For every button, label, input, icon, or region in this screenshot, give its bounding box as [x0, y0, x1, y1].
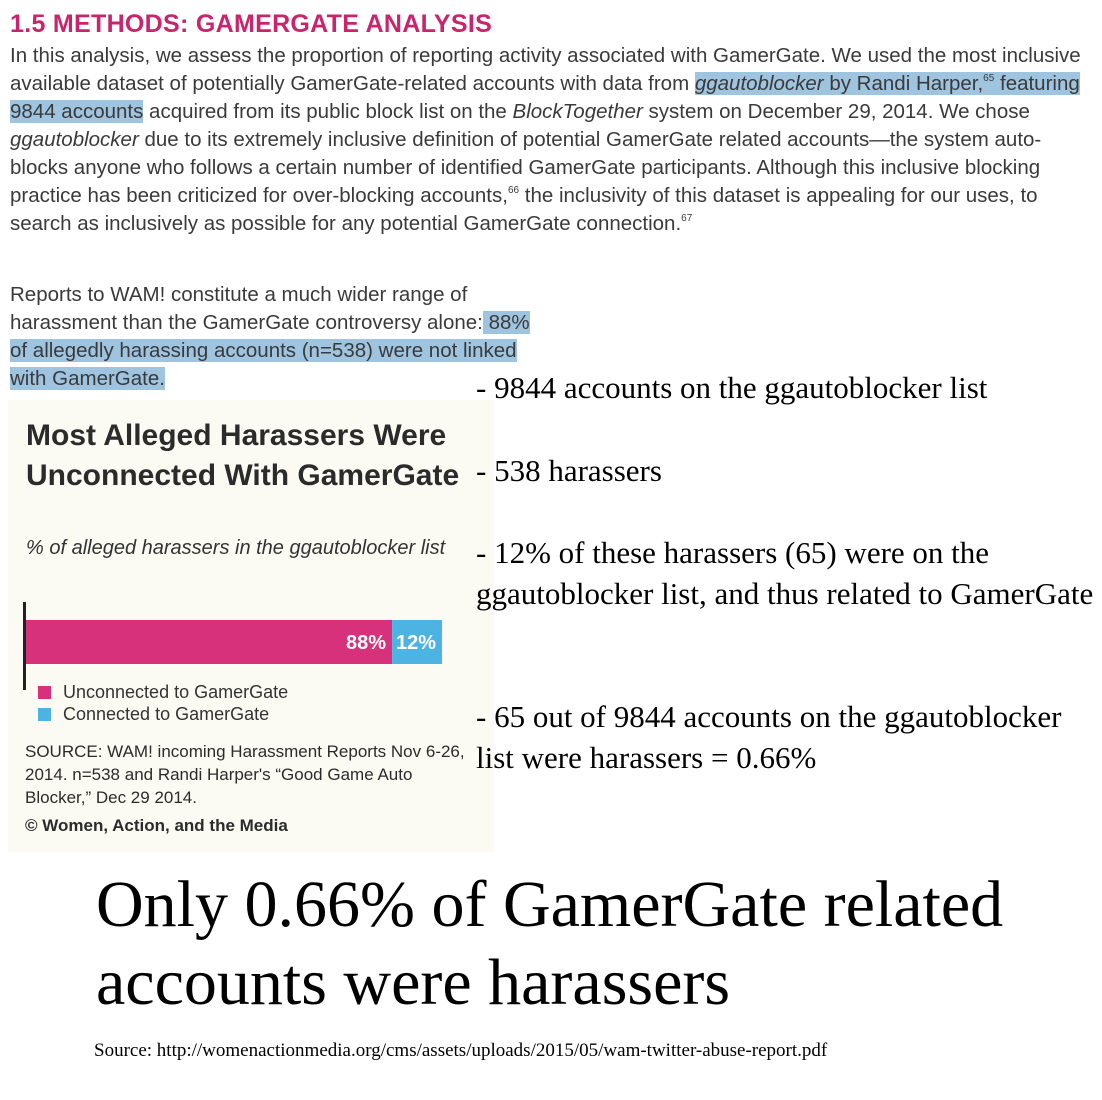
section-heading: 1.5 METHODS: GAMERGATE ANALYSIS — [10, 10, 493, 38]
wam-figure — [8, 400, 494, 852]
legend-label-connected: Connected to GamerGate — [63, 704, 270, 724]
note-accounts: - 9844 accounts on the ggautoblocker list — [476, 370, 988, 405]
ggautoblocker-italic-2: ggautoblocker — [10, 128, 139, 151]
note-harassers: - 538 harassers — [476, 453, 662, 488]
methods-text-2: acquired from its public block list on the — [143, 100, 513, 123]
bar-label-unconnected: 88% — [346, 632, 387, 654]
note-ratio: - 65 out of 9844 accounts on the ggautoblocker list were harassers = 0.66% — [476, 699, 1062, 775]
blocktogether-italic: BlockTogether — [512, 100, 643, 123]
legend-item-unconnected — [38, 682, 288, 703]
methods-text-1: In this analysis, we assess the proportion of reporting activity associated with GamerGate. We used the most inclusive available dataset of potentially GamerGate-related accounts with data from — [10, 44, 1081, 95]
footnote-ref-66: 66 — [507, 185, 520, 196]
note-percent-connected: - 12% of these harassers (65) were on the ggautoblocker list, and thus related to GamerGate — [476, 535, 1094, 611]
stacked-bar-chart — [26, 620, 446, 666]
legend-item-connected — [38, 704, 269, 725]
bar-label-connected: 12% — [395, 632, 436, 654]
featuring-accounts-text: featuring 9844 accounts — [10, 72, 1080, 123]
figure-subtitle: % of alleged harassers in the ggautoblocker list — [26, 537, 446, 559]
bar-segment-unconnected — [26, 620, 392, 664]
reports-paragraph — [10, 281, 530, 393]
legend-swatch-unconnected — [38, 686, 51, 699]
source-link-text: Source: http://womenactionmedia.org/cms/assets/uploads/2015/05/wam-twitter-abuse-report.pdf — [94, 1040, 828, 1061]
footnote-ref-65: 65 — [983, 73, 995, 84]
legend-swatch-connected — [38, 708, 51, 721]
randi-harper-text: by Randi Harper, — [823, 72, 984, 95]
reports-text: Reports to WAM! constitute a much wider range of harassment than the GamerGate controversy alone: — [10, 283, 483, 334]
reports-highlight: 88% of allegedly harassing accounts (n=538) were not linked with GamerGate. — [10, 311, 530, 390]
legend-label-unconnected: Unconnected to GamerGate — [63, 682, 289, 702]
figure-copyright: © Women, Action, and the Media — [25, 816, 288, 835]
methods-text-5: the inclusivity of this dataset is appealing for our uses, to search as inclusively as possible for any potential GamerGate connection. — [10, 184, 1038, 235]
ggautoblocker-italic: ggautoblocker — [694, 72, 824, 95]
methods-text-3: system on December 29, 2014. We chose — [642, 100, 1030, 123]
methods-paragraph — [10, 42, 1095, 238]
methods-text-4: due to its extremely inclusive definition of potential GamerGate related accounts—the system auto-blocks anyone who follows a certain number of identified GamerGate participants. Although this inclusive blocking practice has been criticized for over-blocking accounts, — [10, 128, 1042, 207]
figure-source: SOURCE: WAM! incoming Harassment Reports Nov 6-26, 2014. n=538 and Randi Harper's “Good Game Auto Blocker,” Dec 29 2014. — [25, 742, 465, 807]
footnote-ref-67: 67 — [681, 213, 693, 224]
figure-title: Most Alleged Harassers Were Unconnected With GamerGate — [26, 419, 460, 492]
conclusion-headline: Only 0.66% of GamerGate related accounts were harassers — [96, 868, 1004, 1019]
